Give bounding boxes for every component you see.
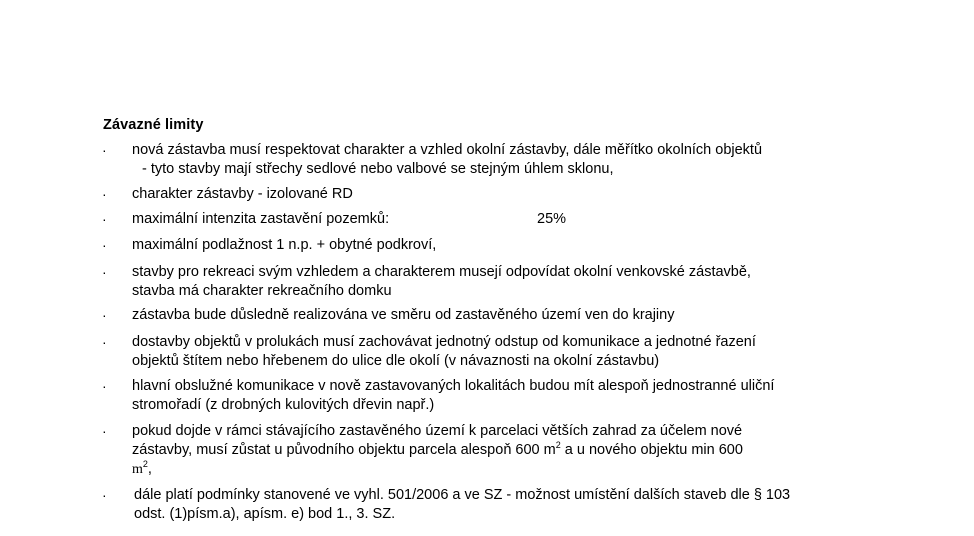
- list-item-text: [132, 141, 862, 179]
- list-item-line: objektů štítem nebo hřebenem do ulice dle okolí (v návaznosti na okolní zástavbu): [132, 353, 660, 369]
- list-item-line: nová zástavba musí respektovat charakter a vzhled okolní zástavby, dále měřítko okolních objektů: [132, 142, 763, 158]
- list-item-line: dále platí podmínky stanovené ve vyhl. 501/2006 a ve SZ - možnost umístění dalších staveb dle § 103: [134, 487, 791, 503]
- list-item-text: [132, 422, 857, 479]
- superscript: 2: [142, 459, 148, 469]
- list-item-text: [134, 486, 864, 524]
- bullet-icon: ·: [102, 142, 107, 158]
- list-item-line: hlavní obslužné komunikace v nově zastavovaných lokalitách budou mít alespoň jednostranné uliční: [132, 378, 775, 394]
- list-item-line: [132, 441, 857, 460]
- list-item-text: [132, 333, 862, 371]
- bullet-icon: ·: [102, 307, 107, 323]
- bullet-icon: ·: [102, 334, 107, 350]
- list-item-text: maximální podlažnost 1 n.p. + obytné podkroví,: [132, 237, 437, 253]
- list-item-text: charakter zástavby - izolované RD: [132, 186, 353, 202]
- list-item-text: [132, 263, 862, 301]
- list-item-line: [132, 460, 857, 479]
- bullet-icon: ·: [102, 237, 107, 253]
- list-item-line: odst. (1)písm.a), apísm. e) bod 1., 3. SZ.: [134, 506, 396, 522]
- list-item-text: zástavba bude důsledně realizována ve směru od zastavěného území ven do krajiny: [132, 307, 675, 323]
- list-item-line: - tyto stavby mají střechy sedlové nebo valbové se stejným úhlem sklonu,: [142, 161, 614, 177]
- list-item-line: stromořadí (z drobných kulovitých dřevin např.): [132, 397, 435, 413]
- list-item-text: maximální intenzita zastavění pozemků:: [132, 211, 390, 227]
- bullet-icon: ·: [102, 186, 107, 202]
- bullet-icon: ·: [102, 487, 107, 503]
- list-item-text: [132, 377, 862, 415]
- unit-m: m: [132, 462, 143, 477]
- list-item-line: stavby pro rekreaci svým vzhledem a charakterem musejí odpovídat okolní venkovské zástavbě,: [132, 264, 751, 280]
- bullet-icon: ·: [102, 378, 107, 394]
- intensity-value: 25%: [537, 211, 567, 227]
- list-item-line-part: ,: [147, 461, 152, 477]
- section-heading: Závazné limity: [103, 117, 204, 133]
- list-item-line: pokud dojde v rámci stávajícího zastavěného území k parcelaci větších zahrad za účelem nové: [132, 423, 743, 439]
- bullet-icon: ·: [102, 423, 107, 439]
- list-item-line-part: zástavby, musí zůstat u původního objektu parcela alespoň 600 m: [132, 442, 556, 458]
- list-item-line: dostavby objektů v prolukách musí zachovávat jednotný odstup od komunikace a jednotné řazení: [132, 334, 756, 350]
- superscript: 2: [555, 440, 561, 450]
- bullet-icon: ·: [102, 211, 107, 227]
- bullet-icon: ·: [102, 264, 107, 280]
- list-item-line: stavba má charakter rekreačního domku: [132, 283, 392, 299]
- list-item-line-part: a u nového objektu min 600: [560, 442, 743, 458]
